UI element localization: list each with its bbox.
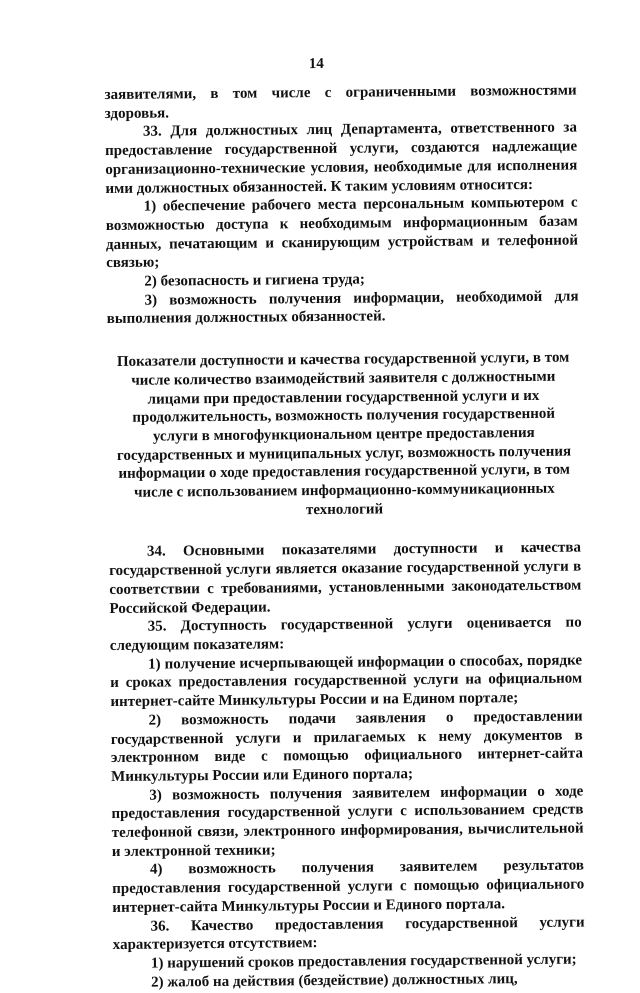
paragraph-35: 35. Доступность государственной услуги оценивается по следующим показателям:	[109, 614, 582, 655]
page-number: 14	[308, 55, 324, 73]
list-item: 3) возможность получения заявителем информации о ходе предоставления государственной услуги с использованием средств телефонной связи, электронного информирования, вычислительной и электронной техники;	[111, 783, 584, 860]
document-body	[104, 82, 585, 993]
section-heading: Показатели доступности и качества государственной услуги, в том числе количество взаимодействий заявителя с должностными лицами при предоставлении государственной услуги и их продолжительность, возможность получения государственной услуги в многофункциональном центре предоставления государственных и муниципальных услуг, возможность получения информации о ходе предоставления государственной услуги, в том числе с использованием информационно-коммуникационных технологий	[116, 349, 572, 518]
list-item: 1) нарушений сроков предоставления государственной услуги;	[150, 951, 577, 972]
list-item: 3) возможность получения информации, необходимой для выполнения должностных обязанностей.	[106, 288, 579, 328]
list-item: 2) безопасность и гигиена труда;	[144, 271, 365, 290]
list-item: 4) возможность получения заявителем результатов предоставления государственной услуги с помощью официального интернет-сайта Минкультуры России и Единого портала.	[112, 857, 585, 916]
list-item: 1) обеспечение рабочего места персональным компьютером с возможностью доступа к необходимым информационным базам данных, печатающим и сканирующим устройствам и телефонной связью;	[105, 194, 579, 272]
paragraph: заявителями, в том числе с ограниченными возможностями здоровья.	[104, 82, 577, 122]
list-item: 2) жалоб на действия (бездействие) должностных лиц,	[151, 970, 518, 991]
list-item: 2) возможность подачи заявления о предоставлении государственной услуги и прилагаемых к нему документов в электронном виде с помощью официального интернет-сайта Минкультуры России или Единого портала;	[110, 708, 584, 785]
paragraph-34: 34. Основными показателями доступности и качества государственной услуги является оказание государственной услуги в соответствии с требованиями, установленными законодательством Российской Федерации.	[109, 539, 582, 617]
list-item: 1) получение исчерпывающей информации о способах, порядке и сроках предоставления государственной услуги на официальном интернет-сайте Минкультуры России и на Едином портале;	[110, 652, 583, 711]
paragraph-36: 36. Качество предоставления государственной услуги характеризуется отсутствием:	[112, 914, 585, 954]
paragraph-33: 33. Для должностных лиц Департамента, ответственного за предоставление государственной услуги, создаются надлежащие организационно-технические условия, необходимые для исполнения ими должностных обязанностей. К таким условиям относится:	[105, 119, 578, 197]
